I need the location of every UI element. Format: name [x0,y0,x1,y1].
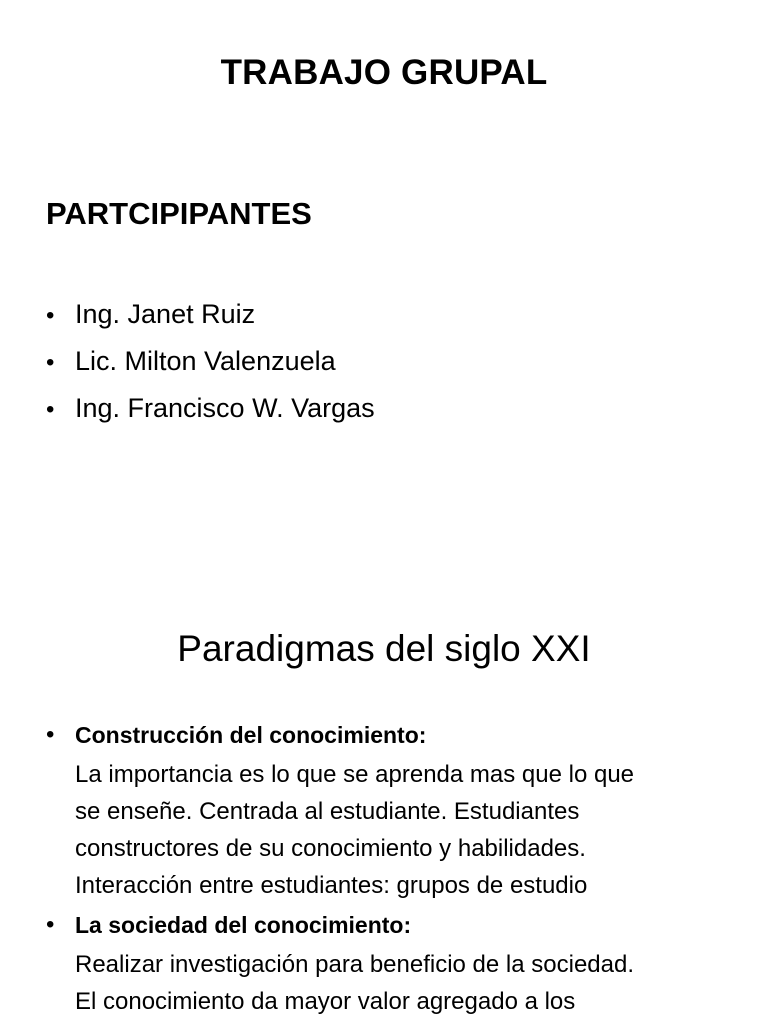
bullet-icon: • [46,302,55,329]
slide-title: TRABAJO GRUPAL [220,53,548,92]
description-line: Realizar investigación para beneficio de la sociedad. [75,951,635,978]
slide-2 [0,560,768,1024]
participant-name: Ing. Francisco W. Vargas [75,393,375,423]
paradigms-list [46,718,736,1024]
list-item [46,299,375,346]
item-term: Construcción del conocimiento: [75,722,427,748]
bullet-icon: • [46,349,55,376]
list-item [46,908,736,1020]
slide-title: Paradigmas del siglo XXI [177,628,591,669]
bullet-icon: • [46,396,55,423]
description-line: se enseñe. Centrada al estudiante. Estudiantes [75,798,580,825]
list-item [46,393,375,440]
list-item-body [75,718,736,904]
item-term: La sociedad del conocimiento: [75,912,412,938]
item-description [75,756,736,904]
bullet-icon: • [46,911,55,938]
description-line: Interacción entre estudiantes: grupos de estudio [75,872,588,899]
item-description [75,946,736,1020]
description-line: El conocimiento da mayor valor agregado a los [75,988,576,1015]
list-item-body [75,908,736,1020]
participant-name: Ing. Janet Ruiz [75,299,256,329]
list-item [46,718,736,904]
participant-name: Lic. Milton Valenzuela [75,346,336,376]
section-heading: PARTCIPIPANTES [46,196,312,231]
list-item [46,346,375,393]
description-line: constructores de su conocimiento y habilidades. [75,835,586,862]
description-line: La importancia es lo que se aprenda mas que lo que [75,761,635,788]
participants-list [46,299,375,440]
bullet-icon: • [46,721,55,748]
